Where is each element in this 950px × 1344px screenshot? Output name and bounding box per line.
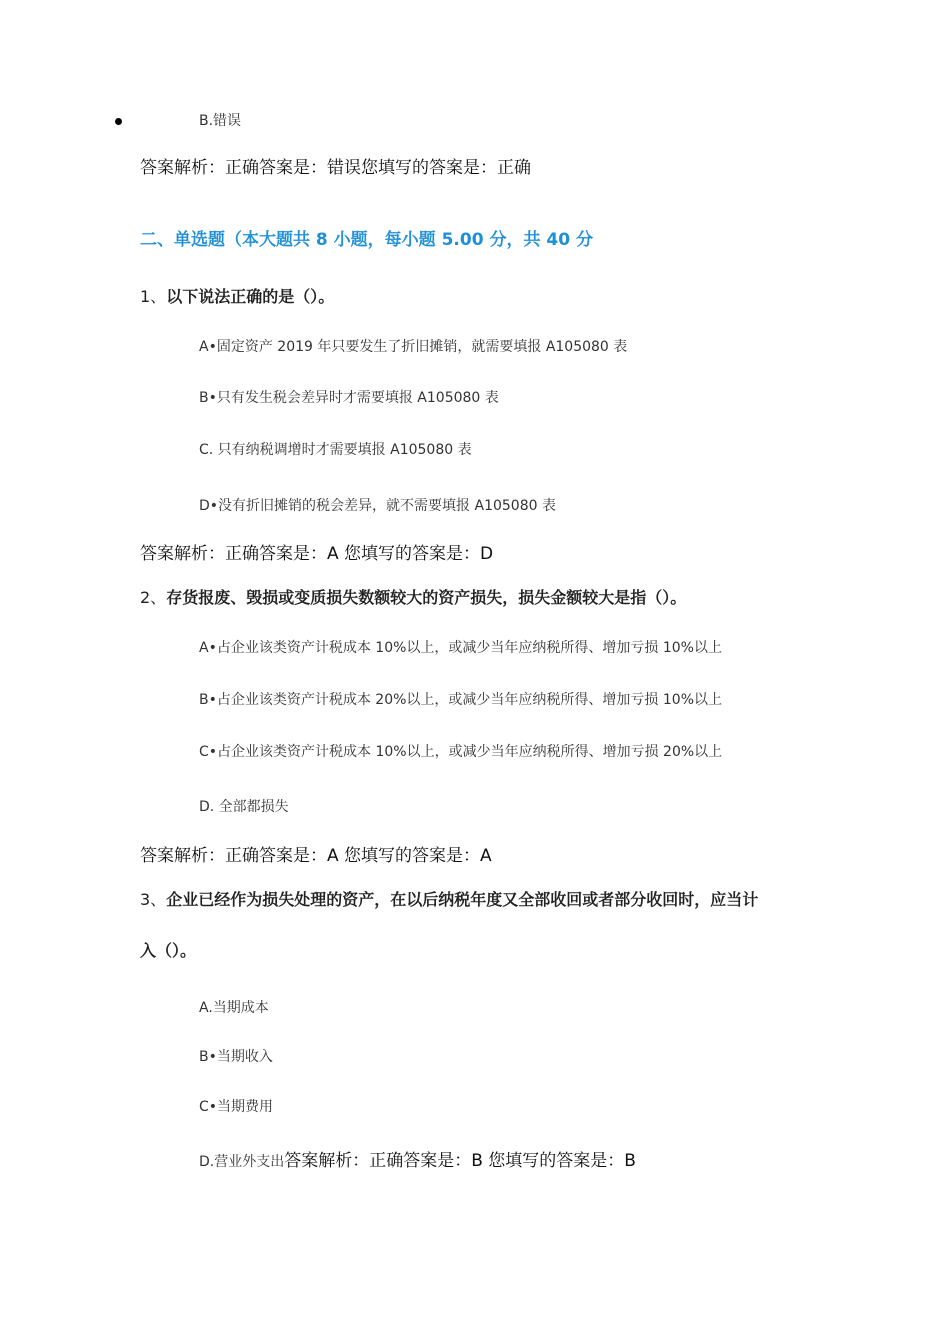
section-heading: 二、单选题（本大题共 8 小题，每小题 5.00 分，共 40 分: [140, 230, 593, 250]
question-2: [140, 585, 686, 608]
q3-answer-analysis: 答案解析：正确答案是：B 您填写的答案是：B: [284, 1151, 636, 1171]
q1-option-d: D•没有折旧摊销的税会差异，就不需要填报 A105080 表: [199, 498, 556, 514]
list-bullet: [115, 118, 122, 125]
q2-option-a: A•占企业该类资产计税成本 10%以上，或减少当年应纳税所得、增加亏损 10%以上: [199, 640, 722, 656]
prev-option-b: B.错误: [199, 113, 242, 129]
question-1: [140, 284, 334, 307]
q3-option-c: C•当期费用: [199, 1099, 274, 1115]
q2-option-d: D. 全部都损失: [199, 799, 289, 815]
question-3: [140, 887, 758, 910]
q2-option-c: C•占企业该类资产计税成本 10%以上，或减少当年应纳税所得、增加亏损 20%以上: [199, 744, 723, 760]
q2-option-b: B•占企业该类资产计税成本 20%以上，或减少当年应纳税所得、增加亏损 10%以上: [199, 692, 722, 708]
question-1-number: 1、: [140, 287, 167, 306]
question-1-text: 以下说法正确的是（）。: [166, 287, 335, 306]
q1-answer-analysis: 答案解析：正确答案是：A 您填写的答案是：D: [140, 544, 494, 564]
q1-option-a: A•固定资产 2019 年只要发生了折旧摊销，就需要填报 A105080 表: [199, 339, 628, 355]
q3-option-d-line: [199, 1146, 636, 1171]
q2-answer-analysis: 答案解析：正确答案是：A 您填写的答案是：A: [140, 846, 492, 866]
question-3-number: 3、: [140, 890, 167, 909]
q1-option-b: B•只有发生税会差异时才需要填报 A105080 表: [199, 390, 499, 406]
q3-option-a: A.当期成本: [199, 1000, 269, 1016]
q3-option-d: D.营业外支出: [199, 1154, 285, 1170]
question-2-number: 2、: [140, 588, 167, 607]
question-2-text: 存货报废、毁损或变质损失数额较大的资产损失，损失金额较大是指（）。: [166, 588, 687, 607]
question-3-text-cont: 入（）。: [140, 941, 197, 960]
prev-answer-analysis: 答案解析：正确答案是：错误您填写的答案是：正确: [140, 158, 531, 178]
q3-option-b: B•当期收入: [199, 1049, 273, 1065]
q1-option-c: C. 只有纳税调增时才需要填报 A105080 表: [199, 442, 472, 458]
question-3-text: 企业已经作为损失处理的资产，在以后纳税年度又全部收回或者部分收回时，应当计: [166, 890, 759, 909]
question-3-continued: [140, 938, 196, 961]
